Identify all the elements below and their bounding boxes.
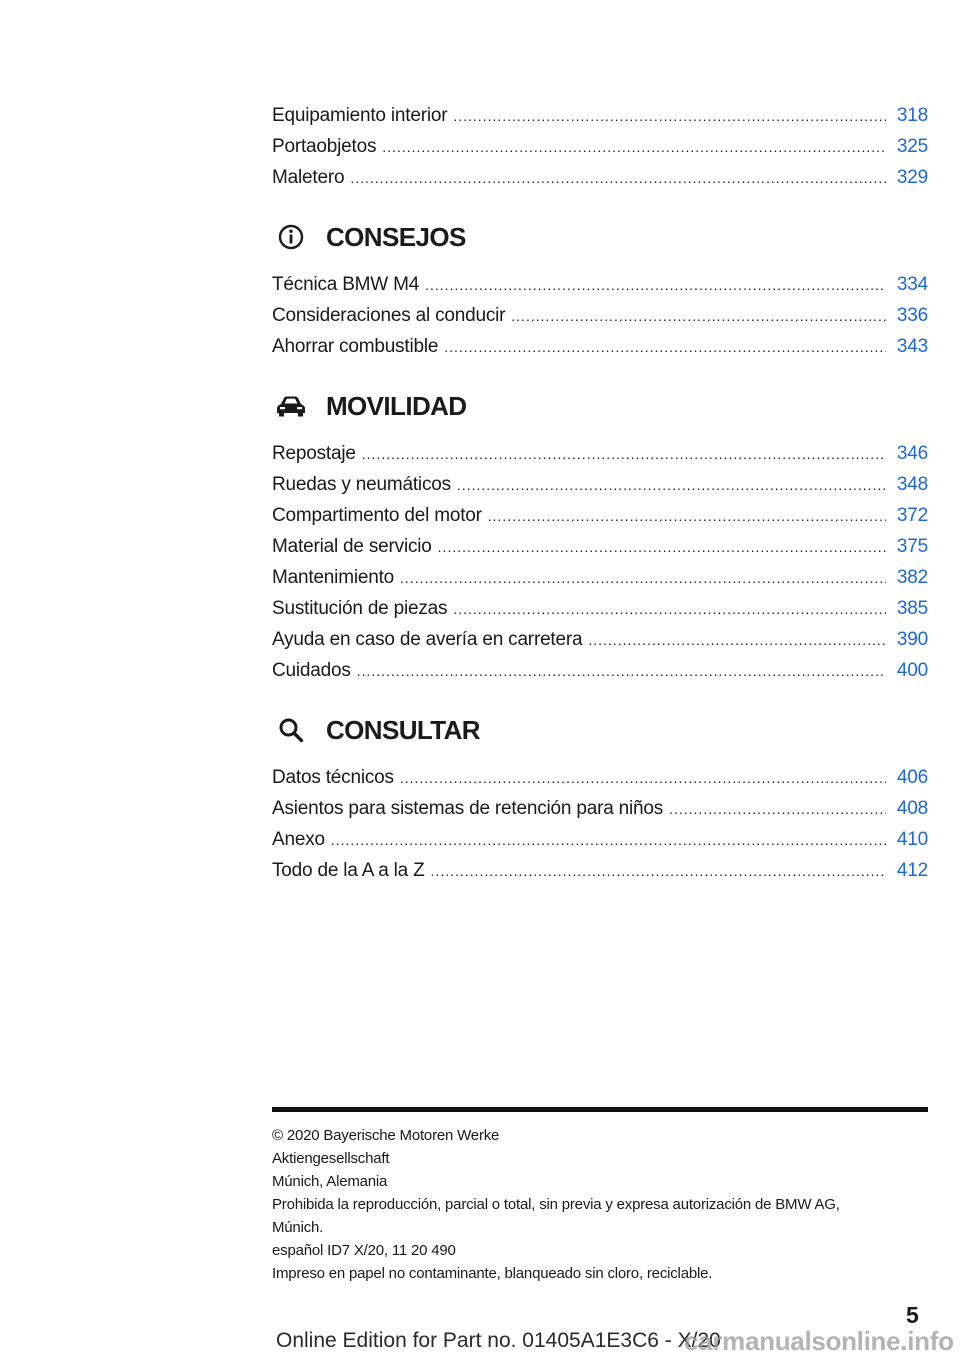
toc-entry[interactable] — [272, 469, 928, 500]
toc-page-link[interactable]: 329 — [896, 167, 928, 188]
online-edition-footer: Online Edition for Part no. 01405A1E3C6 - X/20 — [276, 1329, 721, 1352]
toc-entry-title: Portaobjetos — [272, 136, 377, 157]
toc-entry[interactable] — [272, 500, 928, 531]
dot-leader — [453, 594, 886, 625]
toc-entry-title: Todo de la A a la Z — [272, 860, 425, 881]
dot-leader — [669, 794, 886, 825]
toc-entry[interactable] — [272, 624, 928, 655]
divider-rule — [272, 1107, 928, 1112]
dot-leader — [488, 501, 886, 532]
toc-page-link[interactable]: 334 — [896, 274, 928, 295]
watermark-text: carmanualsonline.info — [684, 1326, 954, 1356]
toc-page-link[interactable]: 390 — [896, 629, 928, 650]
imprint-line: Prohibida la reproducción, parcial o total, sin previa y expresa autorización de BMW AG, — [272, 1196, 840, 1213]
dot-leader — [511, 301, 886, 332]
page-number: 5 — [906, 1302, 919, 1328]
toc-entry-title: Técnica BMW M4 — [272, 274, 420, 295]
dot-leader — [425, 270, 886, 301]
toc-entry[interactable] — [272, 762, 928, 793]
dot-leader — [444, 332, 886, 363]
toc-entry[interactable] — [272, 331, 928, 362]
section-heading — [272, 376, 928, 436]
imprint-block — [272, 1124, 928, 1285]
toc-entry-title: Ahorrar combustible — [272, 336, 439, 357]
toc-entry[interactable] — [272, 300, 928, 331]
toc-page-link[interactable]: 410 — [896, 829, 928, 850]
dot-leader — [453, 101, 886, 132]
imprint-line: Múnich. — [272, 1219, 324, 1236]
imprint-line: Aktiengesellschaft — [272, 1150, 390, 1167]
toc-entry[interactable] — [272, 793, 928, 824]
toc-entry[interactable] — [272, 593, 928, 624]
toc-entry-title: Equipamiento interior — [272, 105, 448, 126]
toc-page-link[interactable]: 325 — [896, 136, 928, 157]
imprint-line: Impreso en papel no contaminante, blanqueado sin cloro, reciclable. — [272, 1265, 713, 1282]
toc-entry-title: Ayuda en caso de avería en carretera — [272, 629, 583, 650]
toc-entry[interactable] — [272, 131, 928, 162]
section-title: CONSEJOS — [326, 221, 466, 252]
toc-entry-title: Datos técnicos — [272, 767, 394, 788]
toc-entry-title: Compartimento del motor — [272, 505, 482, 526]
dot-leader — [438, 532, 886, 563]
toc-entry[interactable] — [272, 162, 928, 193]
toc-entry-title: Material de servicio — [272, 536, 432, 557]
toc-entry[interactable] — [272, 562, 928, 593]
imprint-line: © 2020 Bayerische Motoren Werke — [272, 1127, 500, 1144]
toc-entry[interactable] — [272, 100, 928, 131]
dot-leader — [400, 763, 886, 794]
toc-entry[interactable] — [272, 269, 928, 300]
section-heading — [272, 207, 928, 267]
dot-leader — [331, 825, 886, 856]
toc-page-link[interactable]: 382 — [896, 567, 928, 588]
toc-page-link[interactable]: 346 — [896, 443, 928, 464]
toc-page-link[interactable]: 406 — [896, 767, 928, 788]
toc-page-link[interactable]: 412 — [896, 860, 928, 881]
dot-leader — [431, 856, 886, 887]
toc-page-link[interactable]: 336 — [896, 305, 928, 326]
search-icon — [276, 715, 306, 745]
toc-entry-title: Asientos para sistemas de retención para niños — [272, 798, 664, 819]
toc-entry[interactable] — [272, 531, 928, 562]
dot-leader — [357, 656, 886, 687]
info-icon — [276, 222, 306, 252]
toc-entry[interactable] — [272, 824, 928, 855]
toc-entry-title: Mantenimiento — [272, 567, 395, 588]
toc-page-link[interactable]: 343 — [896, 336, 928, 357]
imprint-line: español ID7 X/20, 11 20 490 — [272, 1242, 456, 1259]
dot-leader — [588, 625, 886, 656]
toc-page-link[interactable]: 318 — [896, 105, 928, 126]
toc-entry-title: Anexo — [272, 829, 325, 850]
toc-entry-title: Ruedas y neumáticos — [272, 474, 451, 495]
toc-entry-title: Sustitución de piezas — [272, 598, 448, 619]
toc-entry[interactable] — [272, 655, 928, 686]
toc-entry-title: Cuidados — [272, 660, 351, 681]
dot-leader — [457, 470, 886, 501]
dot-leader — [362, 439, 886, 470]
toc-entry[interactable] — [272, 855, 928, 886]
toc-page-link[interactable]: 385 — [896, 598, 928, 619]
dot-leader — [350, 163, 886, 194]
section-heading — [272, 700, 928, 760]
toc-page-link[interactable]: 348 — [896, 474, 928, 495]
dot-leader — [382, 132, 886, 163]
table-of-contents — [272, 100, 928, 886]
toc-entry-title: Maletero — [272, 167, 345, 188]
toc-page-link[interactable]: 375 — [896, 536, 928, 557]
toc-page-link[interactable]: 408 — [896, 798, 928, 819]
toc-page-link[interactable]: 372 — [896, 505, 928, 526]
toc-entry-title: Consideraciones al conducir — [272, 305, 506, 326]
section-title: CONSULTAR — [326, 714, 480, 745]
toc-page-link[interactable]: 400 — [896, 660, 928, 681]
imprint-line: Múnich, Alemania — [272, 1173, 388, 1190]
section-title: MOVILIDAD — [326, 390, 467, 421]
car-icon — [276, 391, 306, 421]
dot-leader — [400, 563, 886, 594]
toc-entry-title: Repostaje — [272, 443, 356, 464]
toc-entry[interactable] — [272, 438, 928, 469]
